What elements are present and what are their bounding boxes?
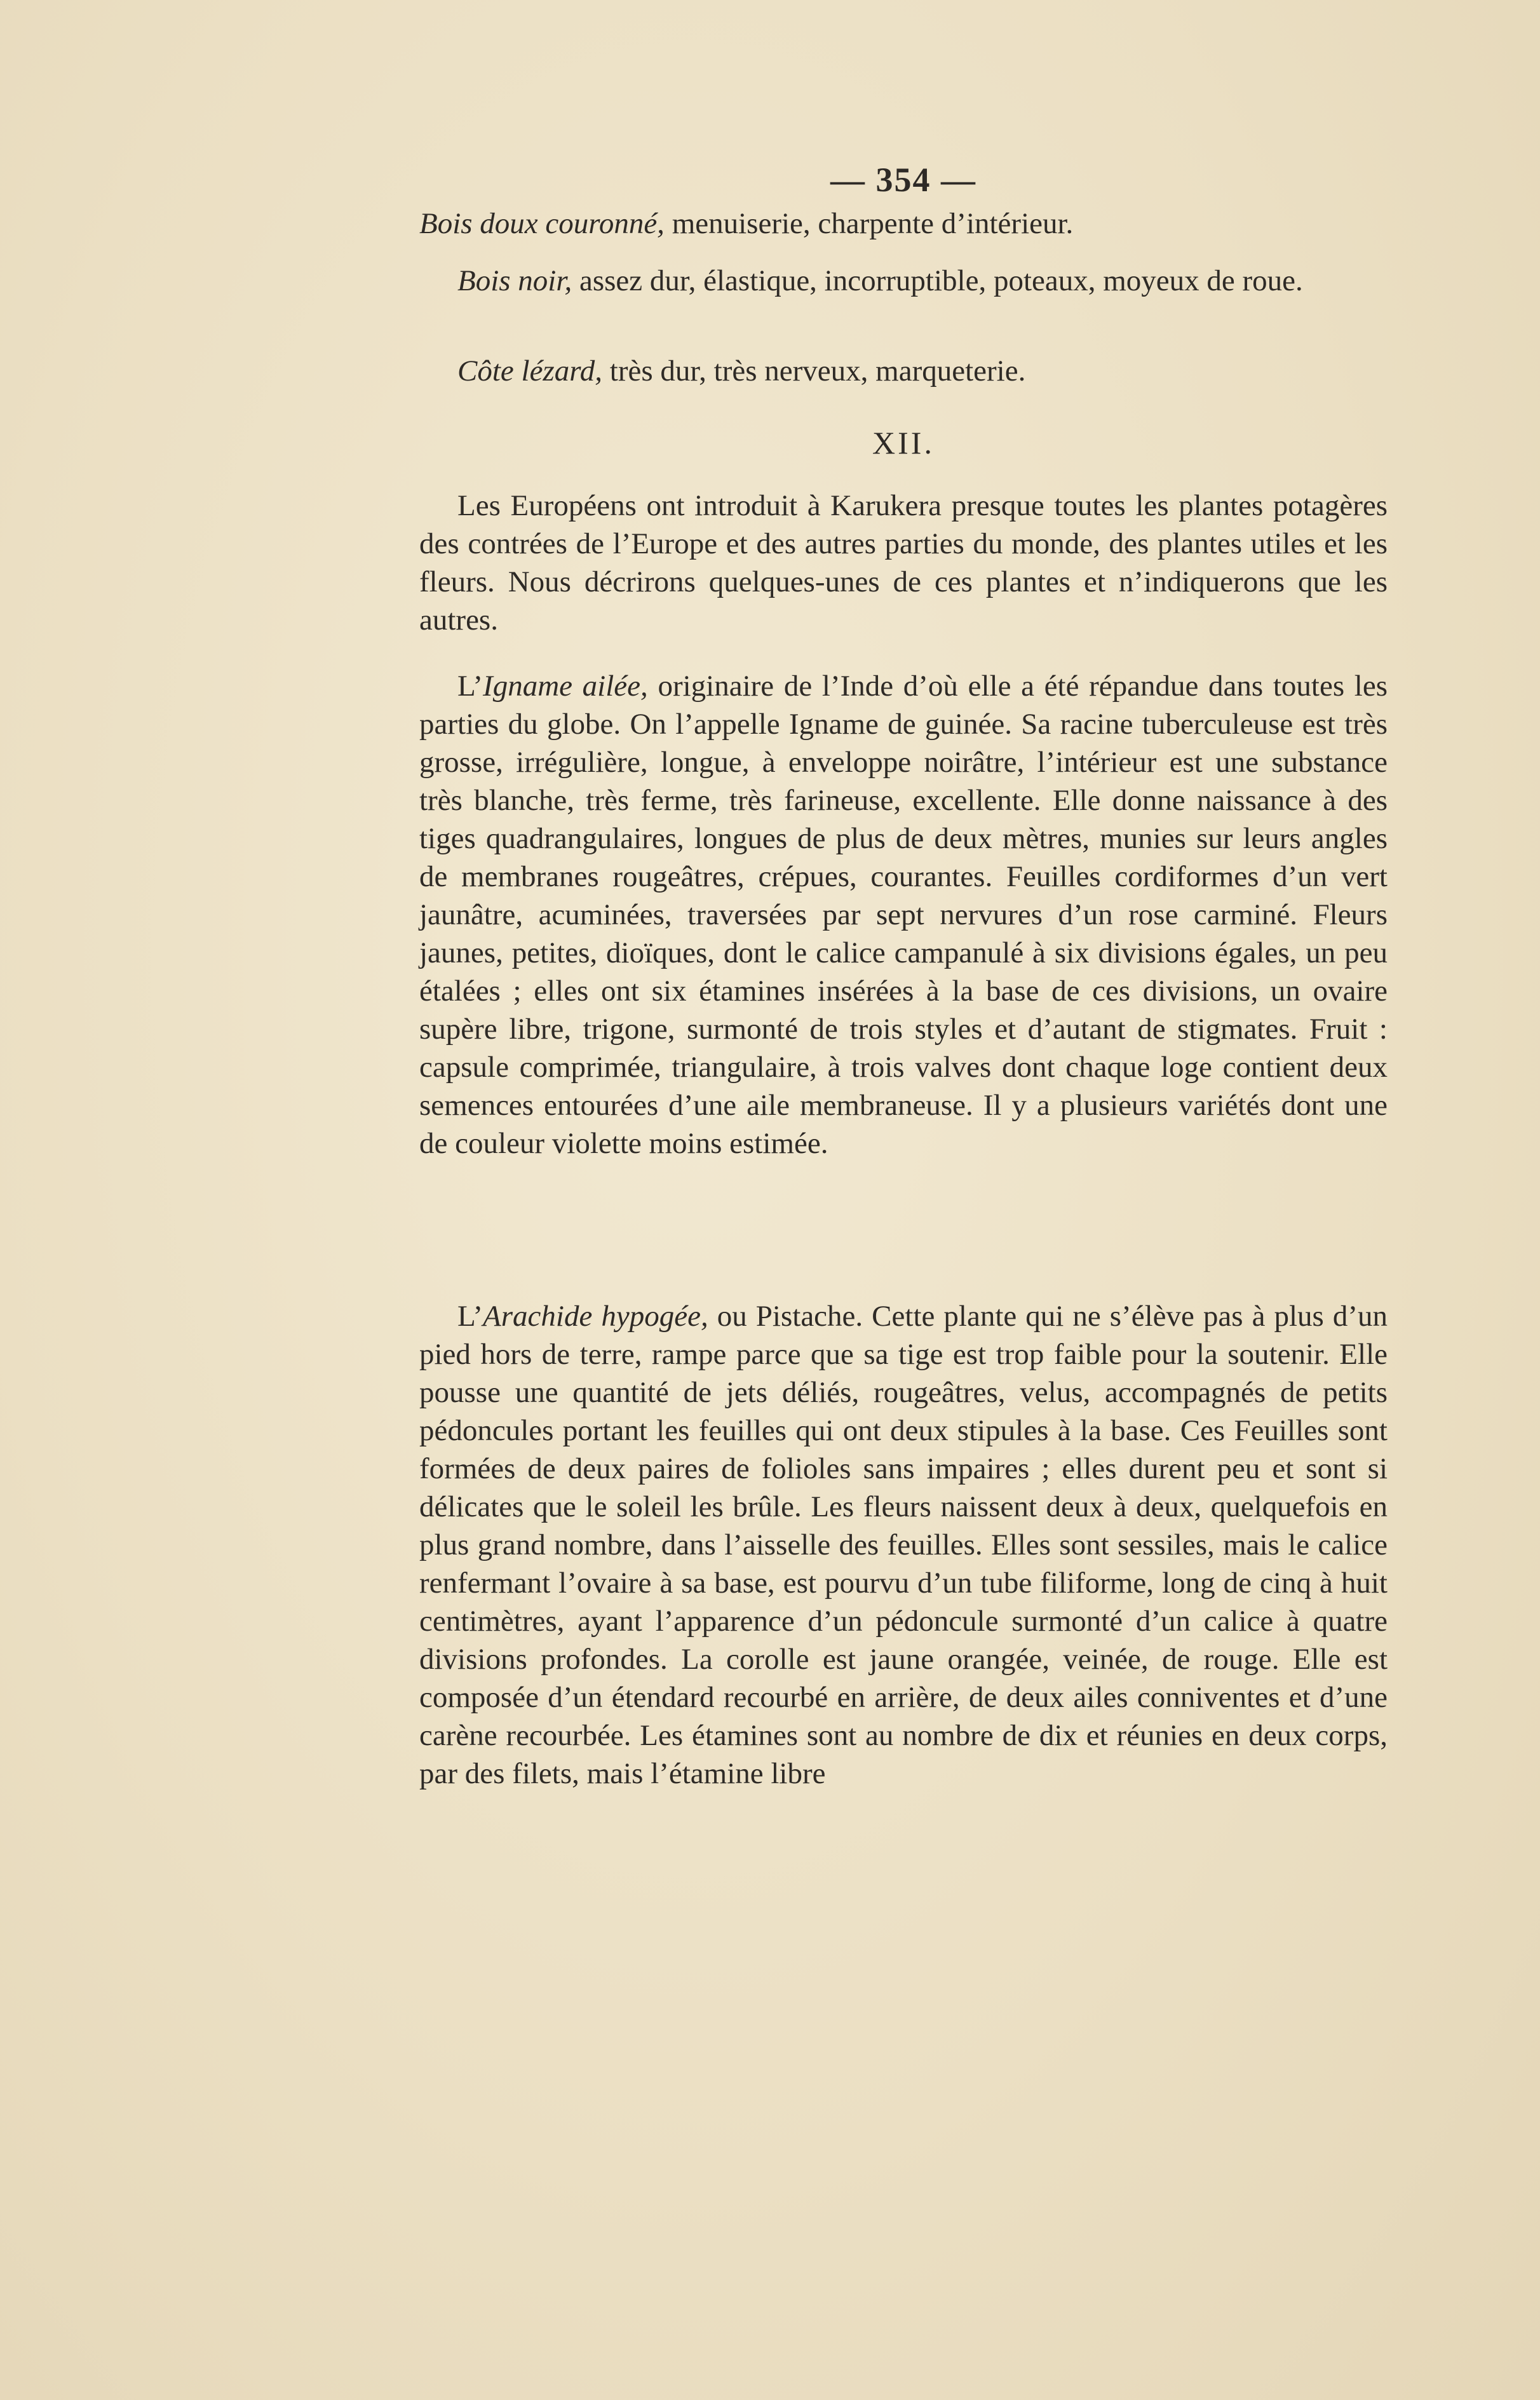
entry-cote-lezard xyxy=(419,352,1388,390)
paragraph-plant-name: Arachide hypogée, xyxy=(483,1300,708,1333)
entry-name: Côte lézard, xyxy=(457,354,603,388)
paragraph-prefix: L’ xyxy=(457,670,483,703)
entry-bois-doux xyxy=(419,205,1388,243)
entry-name: Bois doux couronné, xyxy=(419,207,665,240)
paragraph-igname xyxy=(419,667,1388,1163)
entry-text: assez dur, élastique, incorruptible, poteaux, moyeux de roue. xyxy=(572,264,1303,297)
entry-text: menuiserie, charpente d’intérieur. xyxy=(664,207,1074,240)
paragraph-text: ou Pistache. Cette plante qui ne s’élève pas à plus d’un pied hors de terre, rampe parce que sa tige est trop faible pour la soutenir. Elle pousse une quantité de jets déliés, rougeâtres, velus, accompagnés de petits pédoncules portant les feuilles qui ont deux stipules à la base. Ces Feuilles sont formées de deux paires de folioles sans impaires ; elles durent peu et sont si délicates que le soleil les brûle. Les fleurs naissent deux à deux, quelquefois en plus grand nombre, dans l’aisselle des feuilles. Elles sont sessiles, mais le calice renfermant l’ovaire à sa base, est pourvu d’un tube filiforme, long de cinq à huit centimètres, ayant l’apparence d’un pédoncule surmonté d’un calice à quatre divisions profondes. La corolle est jaune orangée, veinée, de rouge. Elle est composée d’un étendard recourbé en arrière, de deux ailes conniventes et d’une carène recourbée. Les étamines sont au nombre de dix et réunies en deux corps, par des filets, mais l’étamine libre xyxy=(419,1300,1388,1790)
paragraph-prefix: L’ xyxy=(457,1300,483,1333)
paragraph-arachide xyxy=(419,1297,1388,1793)
entry-name: Bois noir, xyxy=(457,264,572,297)
page-number: — 354 — xyxy=(830,161,976,199)
section-number: XII. xyxy=(872,425,935,461)
paragraph-introduction xyxy=(419,487,1388,639)
paragraph-text: originaire de l’Inde d’où elle a été répandue dans toutes les parties du globe. On l’appelle Igname de guinée. Sa racine tuberculeuse est très grosse, irrégulière, longue, à enveloppe noirâtre, l’intérieur est une substance très blanche, très ferme, très farineuse, excellente. Elle donne naissance à des tiges quadrangulaires, longues de plus de deux mètres, munies sur leurs angles de membranes rougeâtres, crépues, courantes. Feuilles cordiformes d’un vert jaunâtre, acuminées, traversées par sept nervures d’un rose carminé. Fleurs jaunes, petites, dioïques, dont le calice campanulé à six divisions égales, un peu étalées ; elles ont six étamines insérées à la base de ces divisions, un ovaire supère libre, trigone, surmonté de trois styles et d’autant de stigmates. Fruit : capsule comprimée, triangulaire, à trois valves dont chaque loge contient deux semences entourées d’une aile membraneuse. Il y a plusieurs variétés dont une de couleur violette moins estimée. xyxy=(419,670,1388,1160)
paragraph-plant-name: Igname ailée, xyxy=(483,670,648,703)
entry-bois-noir xyxy=(419,262,1388,300)
entry-text: très dur, très nerveux, marqueterie. xyxy=(602,354,1026,388)
paragraph-text: Les Européens ont introduit à Karukera presque toutes les plantes potagères des contrées de l’Europe et des autres parties du monde, des plantes utiles et les fleurs. Nous décrirons quelques-unes de ces plantes et n’indiquerons que les autres. xyxy=(419,489,1388,637)
